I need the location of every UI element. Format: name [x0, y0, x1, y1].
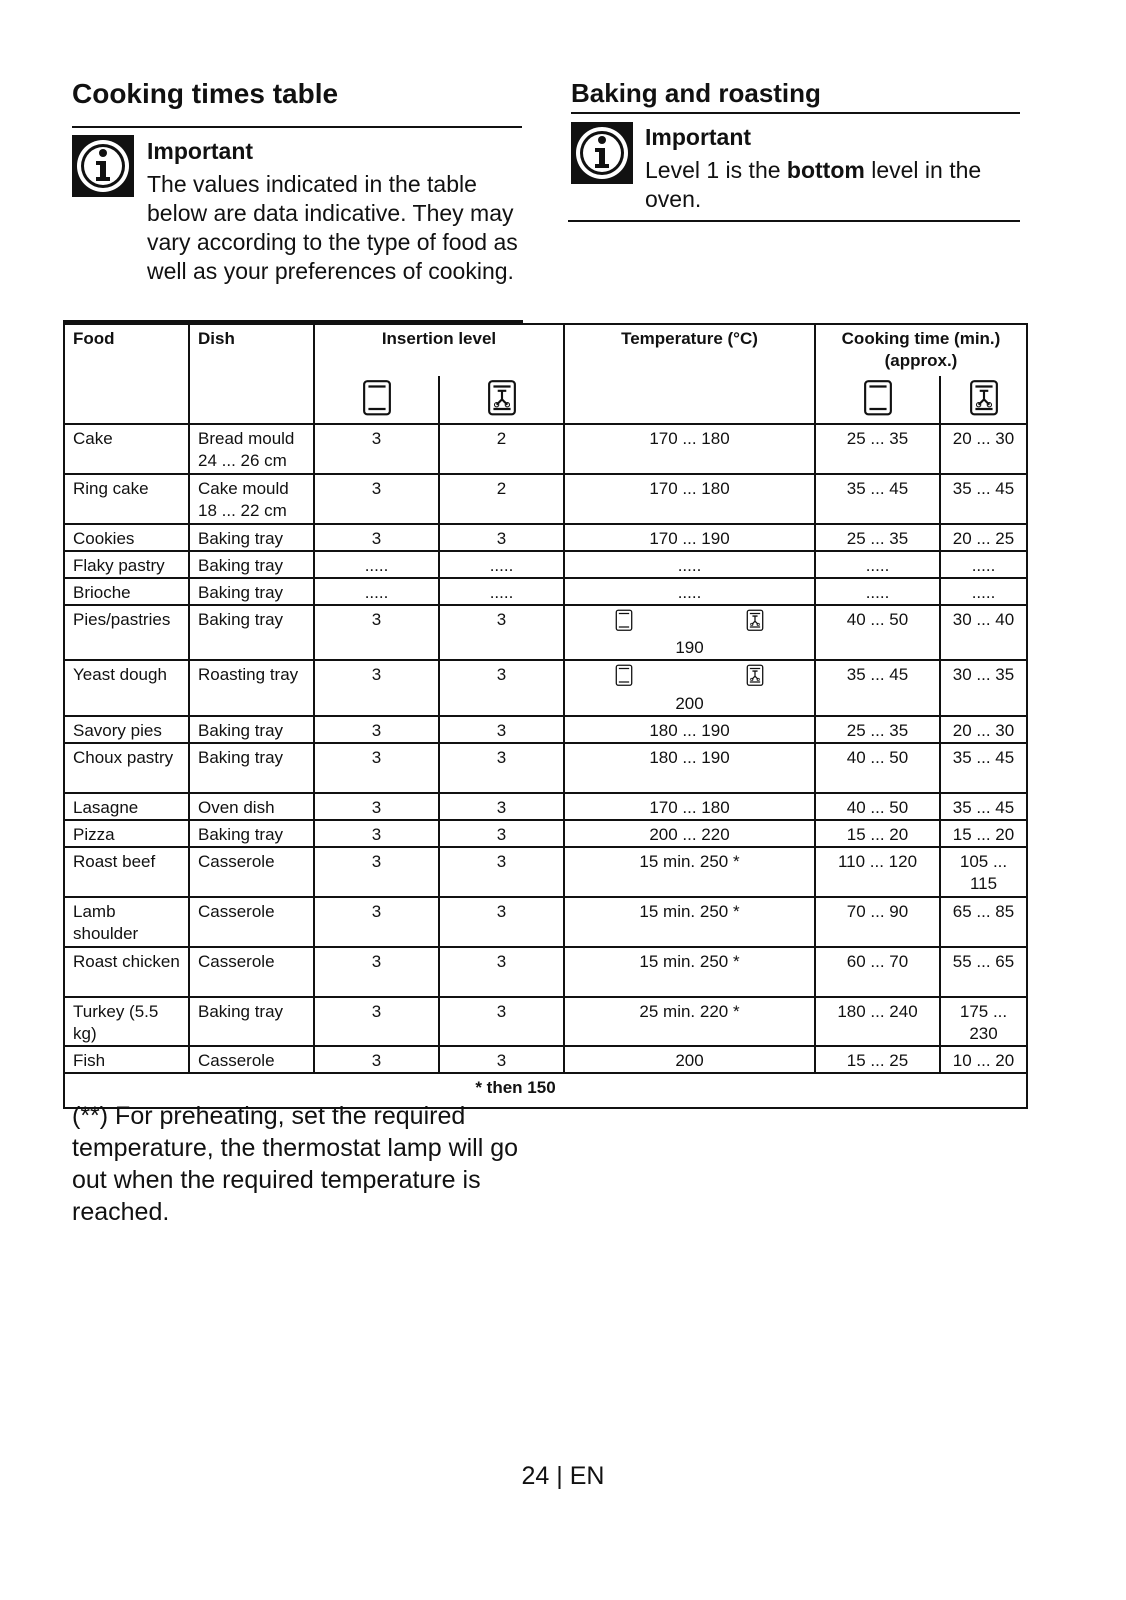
time-conventional-cell: 25 ... 35: [815, 524, 940, 551]
important-text: [645, 156, 1015, 214]
dish-cell: Baking tray: [189, 743, 314, 793]
level-conventional-cell: 3: [314, 847, 439, 897]
dish-cell: Baking tray: [189, 820, 314, 847]
conventional-heat-icon: [863, 379, 893, 423]
table-row: [64, 716, 1027, 743]
table-row: [64, 947, 1027, 997]
level-conventional-cell: 3: [314, 474, 439, 524]
temperature-cell: [564, 605, 815, 661]
level-fan-cell: 3: [439, 716, 564, 743]
header-food: Food: [64, 324, 189, 424]
fan-icon-cell: [940, 376, 1027, 424]
temperature-cell: 200: [564, 1046, 815, 1073]
header-cooking-time: Cooking time (min.) (approx.): [815, 324, 1027, 376]
time-conventional-cell: 25 ... 35: [815, 716, 940, 743]
dish-cell: Cake mould 18 ... 22 cm: [189, 474, 314, 524]
level-fan-cell: 3: [439, 947, 564, 997]
table-row: [64, 997, 1027, 1046]
level-conventional-cell: 3: [314, 1046, 439, 1073]
level-conventional-cell: .....: [314, 578, 439, 605]
temperature-cell: .....: [564, 578, 815, 605]
dish-cell: Baking tray: [189, 551, 314, 578]
food-cell: Ring cake: [64, 474, 189, 524]
time-conventional-cell: 110 ... 120: [815, 847, 940, 897]
preheating-note: (**) For preheating, set the required temperature, the thermostat lamp will go out when the required temperature is reached.: [72, 1102, 519, 1226]
level-fan-cell: 3: [439, 660, 564, 716]
level-fan-cell: 3: [439, 524, 564, 551]
time-fan-cell: 35 ... 45: [940, 743, 1027, 793]
divider: [571, 112, 1020, 114]
important-title: Important: [645, 124, 752, 150]
divider: [72, 126, 522, 128]
important-text: The values indicated in the table below are data indicative. They may vary according to the type of food as well as your preferences of cooking.: [147, 171, 518, 284]
level-fan-cell: 3: [439, 743, 564, 793]
time-fan-cell: .....: [940, 551, 1027, 578]
time-fan-cell: 175 ... 230: [940, 997, 1027, 1046]
section-title-baking: Baking and roasting: [571, 78, 821, 108]
time-conventional-cell: 15 ... 25: [815, 1046, 940, 1073]
temperature-cell: 170 ... 180: [564, 474, 815, 524]
time-fan-cell: 35 ... 45: [940, 474, 1027, 524]
level-fan-cell: 2: [439, 474, 564, 524]
time-conventional-cell: 70 ... 90: [815, 897, 940, 947]
header-dish: Dish: [189, 324, 314, 424]
info-icon: [72, 135, 134, 197]
time-conventional-cell: 15 ... 20: [815, 820, 940, 847]
temperature-cell: 170 ... 190: [564, 524, 815, 551]
dish-cell: Roasting tray: [189, 660, 314, 716]
time-fan-cell: 65 ... 85: [940, 897, 1027, 947]
time-fan-cell: 15 ... 20: [940, 820, 1027, 847]
time-conventional-cell: 40 ... 50: [815, 743, 940, 793]
dish-cell: Baking tray: [189, 997, 314, 1046]
food-cell: Choux pastry: [64, 743, 189, 793]
info-icon: [571, 122, 633, 184]
dish-cell: Casserole: [189, 847, 314, 897]
temperature-value: 200: [675, 693, 704, 713]
time-fan-cell: 10 ... 20: [940, 1046, 1027, 1073]
dish-cell: Baking tray: [189, 524, 314, 551]
dish-cell: Oven dish: [189, 793, 314, 820]
level-fan-cell: 3: [439, 997, 564, 1046]
temperature-cell: 15 min. 250 *: [564, 897, 815, 947]
table-row: [64, 605, 1027, 661]
food-cell: Pizza: [64, 820, 189, 847]
dish-cell: Bread mould 24 ... 26 cm: [189, 424, 314, 474]
table-row: [64, 524, 1027, 551]
section-title-cooking-times: Cooking times table: [72, 78, 339, 109]
temperature-cell: 15 min. 250 *: [564, 947, 815, 997]
time-fan-cell: 105 ... 115: [940, 847, 1027, 897]
level-fan-cell: 3: [439, 605, 564, 661]
header-temperature: Temperature (°C): [564, 324, 815, 424]
temperature-cell: 180 ... 190: [564, 743, 815, 793]
time-conventional-cell: 40 ... 50: [815, 793, 940, 820]
dish-cell: Casserole: [189, 897, 314, 947]
time-fan-cell: 20 ... 30: [940, 424, 1027, 474]
level-conventional-cell: 3: [314, 716, 439, 743]
conventional-heat-icon: [615, 609, 633, 638]
time-fan-cell: 30 ... 35: [940, 660, 1027, 716]
level-fan-cell: .....: [439, 551, 564, 578]
dish-cell: Casserole: [189, 1046, 314, 1073]
table-row: [64, 1046, 1027, 1073]
food-cell: Flaky pastry: [64, 551, 189, 578]
food-cell: Turkey (5.5 kg): [64, 997, 189, 1046]
temperature-cell: 15 min. 250 *: [564, 847, 815, 897]
conventional-icon-cell: [815, 376, 940, 424]
food-cell: Fish: [64, 1046, 189, 1073]
table-row: [64, 578, 1027, 605]
level-fan-cell: .....: [439, 578, 564, 605]
level-fan-cell: 3: [439, 793, 564, 820]
time-conventional-cell: .....: [815, 578, 940, 605]
level-conventional-cell: 3: [314, 897, 439, 947]
food-cell: Yeast dough: [64, 660, 189, 716]
level-fan-cell: 3: [439, 820, 564, 847]
text-bold: bottom: [786, 157, 865, 183]
fan-heat-icon: [969, 379, 999, 423]
temperature-cell: 200 ... 220: [564, 820, 815, 847]
table-footnote: * then 150: [64, 1073, 1027, 1108]
dish-cell: Baking tray: [189, 605, 314, 661]
header-insertion-level: Insertion level: [314, 324, 564, 376]
time-conventional-cell: 40 ... 50: [815, 605, 940, 661]
fan-heat-icon: [746, 609, 764, 638]
important-title: Important: [147, 138, 254, 164]
text: level in the oven.: [645, 157, 982, 212]
level-fan-cell: 3: [439, 897, 564, 947]
level-conventional-cell: 3: [314, 660, 439, 716]
conventional-heat-icon: [615, 664, 633, 693]
level-conventional-cell: 3: [314, 743, 439, 793]
fan-heat-icon: [746, 664, 764, 693]
fan-icon-cell: [439, 376, 564, 424]
time-fan-cell: 35 ... 45: [940, 793, 1027, 820]
food-cell: Pies/pastries: [64, 605, 189, 661]
time-fan-cell: 20 ... 25: [940, 524, 1027, 551]
time-conventional-cell: 60 ... 70: [815, 947, 940, 997]
time-conventional-cell: 180 ... 240: [815, 997, 940, 1046]
level-conventional-cell: 3: [314, 524, 439, 551]
conventional-heat-icon: [362, 379, 392, 423]
food-cell: Roast chicken: [64, 947, 189, 997]
time-conventional-cell: 25 ... 35: [815, 424, 940, 474]
level-conventional-cell: .....: [314, 551, 439, 578]
table-row: [64, 424, 1027, 474]
conventional-icon-cell: [314, 376, 439, 424]
level-fan-cell: 3: [439, 1046, 564, 1073]
table-row: [64, 793, 1027, 820]
fan-heat-icon: [487, 379, 517, 423]
dish-cell: Baking tray: [189, 716, 314, 743]
temperature-cell: 180 ... 190: [564, 716, 815, 743]
table-row: [64, 660, 1027, 716]
temperature-cell: 170 ... 180: [564, 793, 815, 820]
table-row: [64, 743, 1027, 793]
level-conventional-cell: 3: [314, 820, 439, 847]
table-row: [64, 474, 1027, 524]
food-cell: Cake: [64, 424, 189, 474]
food-cell: Lamb shoulder: [64, 897, 189, 947]
temperature-cell: 170 ... 180: [564, 424, 815, 474]
cooking-times-table: [63, 323, 1028, 1109]
text: Level 1 is the: [645, 157, 787, 183]
time-conventional-cell: .....: [815, 551, 940, 578]
temperature-cell: .....: [564, 551, 815, 578]
table-row: [64, 551, 1027, 578]
level-conventional-cell: 3: [314, 424, 439, 474]
level-conventional-cell: 3: [314, 947, 439, 997]
temperature-cell: [564, 660, 815, 716]
table-row: [64, 820, 1027, 847]
time-fan-cell: .....: [940, 578, 1027, 605]
level-conventional-cell: 3: [314, 793, 439, 820]
food-cell: Roast beef: [64, 847, 189, 897]
level-fan-cell: 3: [439, 847, 564, 897]
food-cell: Lasagne: [64, 793, 189, 820]
food-cell: Cookies: [64, 524, 189, 551]
dish-cell: Casserole: [189, 947, 314, 997]
table-row: [64, 847, 1027, 897]
divider: [568, 220, 1020, 222]
time-fan-cell: 20 ... 30: [940, 716, 1027, 743]
page-number: 24 | EN: [521, 1462, 605, 1490]
temperature-value: 190: [675, 638, 704, 657]
food-cell: Savory pies: [64, 716, 189, 743]
time-fan-cell: 55 ... 65: [940, 947, 1027, 997]
table-row: [64, 897, 1027, 947]
level-fan-cell: 2: [439, 424, 564, 474]
level-conventional-cell: 3: [314, 997, 439, 1046]
food-cell: Brioche: [64, 578, 189, 605]
time-fan-cell: 30 ... 40: [940, 605, 1027, 661]
time-conventional-cell: 35 ... 45: [815, 660, 940, 716]
time-conventional-cell: 35 ... 45: [815, 474, 940, 524]
temperature-cell: 25 min. 220 *: [564, 997, 815, 1046]
level-conventional-cell: 3: [314, 605, 439, 661]
dish-cell: Baking tray: [189, 578, 314, 605]
